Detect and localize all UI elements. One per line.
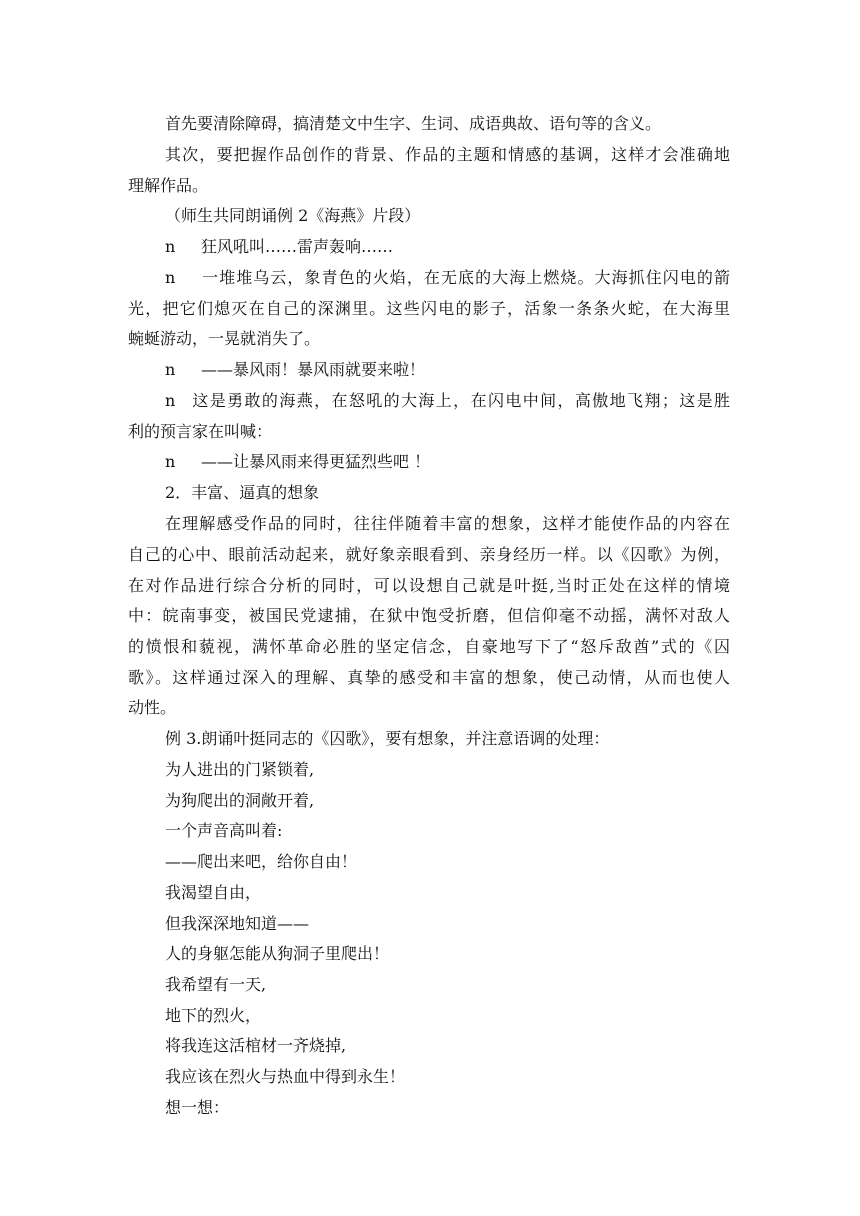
paragraph-text: 在理解感受作品的同时，往往伴随着丰富的想象，这样才能使作品的内容在: [165, 514, 730, 533]
paragraph-line: 理解作品。: [128, 176, 209, 195]
bullet-text: ——让暴风雨来得更猛烈些吧 ！: [201, 452, 431, 471]
paragraph-text: 其次，要把握作品创作的背景、作品的主题和情感的基调，这样才会准确地: [165, 145, 730, 164]
poem-line: 地下的烈火，: [165, 1006, 262, 1025]
paragraph-line: 想一想：: [165, 1098, 230, 1117]
paragraph-text: 歌》。这样通过深入的理解、真挚的感受和丰富的想象，使己动情，从而也使人: [128, 668, 730, 687]
paragraph-line: [128, 576, 730, 596]
paragraph-line: 蜿蜒游动，一晃就消失了。: [128, 329, 321, 348]
paragraph-line: [165, 514, 730, 534]
example-heading: 例 3.朗诵叶挺同志的《囚歌》，要有想象，并注意语调的处理：: [165, 729, 610, 748]
paragraph-line: [128, 668, 730, 688]
bullet-marker: n: [165, 268, 176, 287]
bullet-marker: n: [165, 237, 176, 256]
bullet-line: [165, 237, 393, 257]
poem-line: 为人进出的门紧锁着,: [165, 760, 315, 779]
bullet-marker: n: [165, 391, 176, 410]
bullet-line: [165, 360, 425, 380]
paragraph-line: [128, 606, 730, 626]
bullet-marker: n: [165, 360, 176, 379]
paragraph-line: 利的预言家在叫喊：: [128, 422, 273, 441]
paragraph-line: [128, 299, 730, 319]
bullet-line: [165, 391, 730, 411]
poem-line: ——爬出来吧，给你自由！: [165, 852, 358, 871]
section-heading: 2．丰富、逼真的想象: [165, 483, 320, 502]
poem-line: 将我连这活棺材一齐烧掉,: [165, 1036, 347, 1055]
bullet-text: 一堆堆乌云，象青色的火焰，在无底的大海上燃烧。大海抓住闪电的箭: [201, 268, 730, 287]
paragraph-line: 首先要清除障碍，搞清楚文中生字、生词、成语典故、语句等的含义。: [165, 114, 662, 133]
bullet-text: ——暴风雨！暴风雨就要来啦！: [201, 360, 426, 379]
bullet-text: 这是勇敢的海燕，在怒吼的大海上，在闪电中间，高傲地飞翔；这是胜: [191, 391, 730, 410]
paragraph-text: 在对作品进行综合分析的同时，可以设想自己就是叶挺,当时正处在这样的情境: [128, 576, 730, 595]
paragraph-line: [128, 637, 730, 657]
paragraph-text: 的愤恨和藐视，满怀革命必胜的坚定信念，自豪地写下了“怒斥敌酋”式的《囚: [128, 637, 730, 656]
paragraph-text: 光，把它们熄灭在自己的深渊里。这些闪电的影子，活象一条条火蛇，在大海里: [128, 299, 730, 318]
poem-line: 我应该在烈火与热血中得到永生！: [165, 1067, 406, 1086]
poem-line: 为狗爬出的洞敞开着,: [165, 791, 315, 810]
bullet-text: 狂风吼叫……雷声轰响……: [201, 237, 394, 256]
bullet-marker: n: [165, 452, 176, 471]
paragraph-line: 动性。: [128, 698, 177, 717]
paragraph-line: （师生共同朗诵例 2《海燕》片段）: [165, 206, 421, 225]
poem-line: 我渴望自由，: [165, 883, 262, 902]
paragraph-text: 中：皖南事变，被国民党逮捕，在狱中饱受折磨，但信仰毫不动摇，满怀对敌人: [128, 606, 730, 625]
poem-line: 我希望有一天,: [165, 975, 267, 994]
poem-line: 一个声音高叫着:: [165, 821, 283, 840]
paragraph-text: 自己的心中、眼前活动起来，就好象亲眼看到、亲身经历一样。以《囚歌》为例，: [128, 545, 730, 564]
poem-line: 人的身躯怎能从狗洞子里爬出！: [165, 944, 390, 963]
bullet-line: [165, 268, 730, 288]
paragraph-line: [165, 145, 730, 165]
bullet-line: [165, 452, 430, 472]
poem-line: 但我深深地知道——: [165, 914, 310, 933]
paragraph-line: [128, 545, 730, 565]
